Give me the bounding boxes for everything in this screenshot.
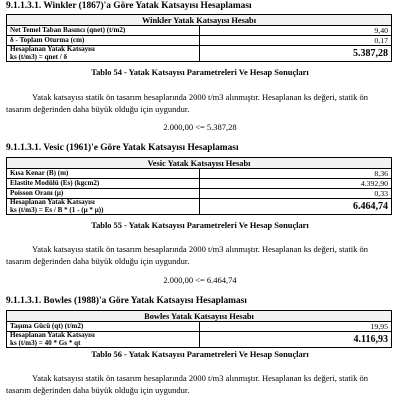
vesic-row-value: 0,33 <box>199 189 392 199</box>
winkler-heading: 9.1.1.3.1. Winkler (1867)'a Göre Yatak Katsayısı Hesaplaması <box>6 1 252 11</box>
bowles-paragraph <box>6 373 394 396</box>
vesic-row-value: 8,36 <box>199 169 392 179</box>
vesic-row-label: Poisson Oranı (μ) <box>7 189 200 199</box>
vesic-heading: 9.1.1.3.1. Vesic (1961)'e Göre Yatak Katsayısı Hesaplaması <box>6 143 239 153</box>
vesic-table-title: Vesic Yatak Katsayısı Hesabı <box>7 158 392 169</box>
vesic-caption: Tablo 55 - Yatak Katsayısı Parametreleri Ve Hesap Sonuçları <box>91 221 309 230</box>
winkler-table <box>6 14 392 62</box>
winkler-paragraph-text: Yatak katsayısı statik ön tasarım hesaplarında 2000 t/m3 alınmıştır. Hesaplanan ks değeri, statik ön tasarım değerinden daha büyük olduğu için uygundur. <box>6 92 369 114</box>
winkler-row-label: Net Temel Taban Basıncı (qnet) (t/m2) <box>7 26 200 36</box>
winkler-table-title: Winkler Yatak Katsayısı Hesabı <box>7 15 392 26</box>
vesic-row-label: Elastite Modülü (Es) (kgcm2) <box>7 179 200 189</box>
winkler-result-label-line1: Hesaplanan Yatak Katsayısı <box>10 45 95 53</box>
vesic-result-label <box>7 199 200 215</box>
vesic-row-value: 4.392,90 <box>199 179 392 189</box>
bowles-caption: Tablo 56 - Yatak Katsayısı Parametreleri Ve Hesap Sonuçları <box>91 350 309 359</box>
bowles-table-title: Bowles Yatak Katsayısı Hesabı <box>7 311 392 322</box>
bowles-row-label: Taşıma Gücü (qt) (t/m2) <box>7 322 200 332</box>
vesic-result-label-line2: ks (t/m3) = Es / B * (1 - (μ * μ)) <box>10 205 104 214</box>
vesic-formula: 2.000,00 <= 6.464,74 <box>163 275 237 285</box>
winkler-row-label: δ - Toplam Oturma (cm) <box>7 36 200 46</box>
bowles-table <box>6 310 392 348</box>
bowles-result-label-line2: ks (t/m3) = 40 * Gs * qt <box>10 338 81 347</box>
winkler-formula: 2.000,00 <= 5.387,28 <box>163 122 237 132</box>
vesic-paragraph-text: Yatak katsayısı statik ön tasarım hesaplarında 2000 t/m3 alınmıştır. Hesaplanan ks değeri, statik ön tasarım değerinden daha büyük olduğu için uygundur. <box>6 244 369 266</box>
winkler-result-label-line2: ks (t/m3) = qnet / δ <box>10 52 68 61</box>
winkler-row-value: 0,17 <box>199 36 392 46</box>
bowles-paragraph-text: Yatak katsayısı statik ön tasarım hesaplarında 2000 t/m3 alınmıştır. Hesaplanan ks değeri, statik ön tasarım değerinden daha büyük olduğu için uygundur. <box>6 373 369 395</box>
bowles-result-label <box>7 332 200 348</box>
bowles-result-value: 4.116,93 <box>199 332 392 348</box>
winkler-row-value: 9,40 <box>199 26 392 36</box>
bowles-result-label-line1: Hesaplanan Yatak Katsayısı <box>10 331 95 339</box>
vesic-result-value: 6.464,74 <box>199 199 392 215</box>
winkler-paragraph <box>6 92 394 115</box>
winkler-result-value: 5.387,28 <box>199 46 392 62</box>
bowles-heading: 9.1.1.3.1. Bowles (1988)'a Göre Yatak Katsayısı Hesaplaması <box>6 296 247 306</box>
bowles-row-value: 19,95 <box>199 322 392 332</box>
vesic-result-label-line1: Hesaplanan Yatak Katsayısı <box>10 198 95 206</box>
winkler-result-label <box>7 46 200 62</box>
vesic-table <box>6 157 392 215</box>
winkler-caption: Tablo 54 - Yatak Katsayısı Parametreleri Ve Hesap Sonuçları <box>91 68 309 77</box>
vesic-paragraph <box>6 244 394 267</box>
vesic-row-label: Kısa Kenar (B) (m) <box>7 169 200 179</box>
